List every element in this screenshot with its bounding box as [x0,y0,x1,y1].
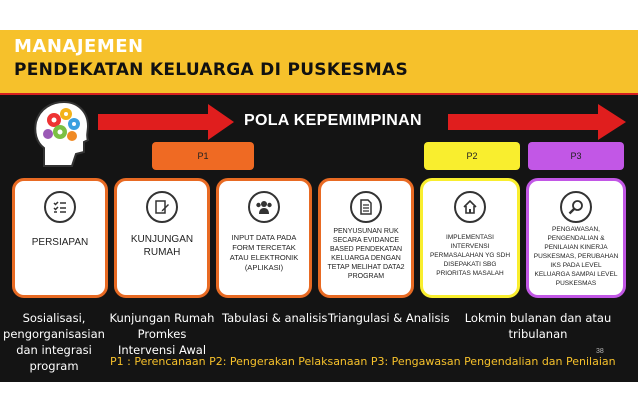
card-label: PENGAWASAN, PENGENDALIAN & PENILAIAN KINERJA PUSKESMAS, PERUBAHAN IKS PADA LEVEL KELUARGA SAMPAI LEVEL PUSKESMAS [533,226,619,287]
card-label: PERSIAPAN [31,237,89,248]
phase-tag-p3: P3 [528,142,624,170]
card-penyusunan-ruk [318,178,414,298]
home-icon [454,191,486,223]
title-line-2: PENDEKATAN KELUARGA DI PUSKESMAS [14,60,408,80]
caption-triangulasi: Triangulasi & Analisis [328,311,450,325]
magnifier-icon [560,191,592,223]
card-input-data [216,178,312,298]
caption-tabulasi: Tabulasi & analisis [222,311,328,325]
arrow-left [98,104,234,140]
title-line-1: MANAJEMEN [14,36,144,57]
group-icon [248,191,280,223]
document-icon [350,191,382,223]
caption-kunjungan: Kunjungan Rumah Promkes Intervensi Awal [109,311,215,357]
phase-tag-p2: P2 [424,142,520,170]
card-label: IMPLEMENTASI INTERVENSI PERMASALAHAN YG SDH DISEPAKATI SBG PRIORITAS MASALAH [429,234,511,277]
edit-document-icon [146,191,178,223]
card-persiapan [12,178,108,298]
card-label: KUNJUNGAN RUMAH [130,234,194,258]
caption-lokmin: Lokmin bulanan dan atau tribulanan [464,311,612,341]
phase-legend: P1 : Perencanaan P2: Pengerakan Pelaksanaan P3: Pengawasan Pengendalian dan Penilaian [110,355,616,368]
card-label: INPUT DATA PADA FORM TERCETAK ATAU ELEKTRONIK (APLIKASI) [229,233,299,272]
checklist-icon [44,191,76,223]
card-kunjungan-rumah [114,178,210,298]
arrow-right [448,104,626,140]
page-number: 38 [596,348,604,355]
phase-tag-p1: P1 [152,142,254,170]
head-gears-icon [32,100,90,168]
leadership-pattern-label: POLA KEPEMIMPINAN [244,112,422,129]
card-implementasi [420,178,520,298]
card-label: PENYUSUNAN RUK SECARA EVIDANCE BASED PENDEKATAN KELUARGA DENGAN TETAP MELIHAT DATA2 PROGRAM [327,228,405,280]
title-banner [0,30,638,94]
card-pengawasan [526,178,626,298]
caption-sosialisasi: Sosialisasi, pengorganisasian dan integrasi program [3,311,105,373]
